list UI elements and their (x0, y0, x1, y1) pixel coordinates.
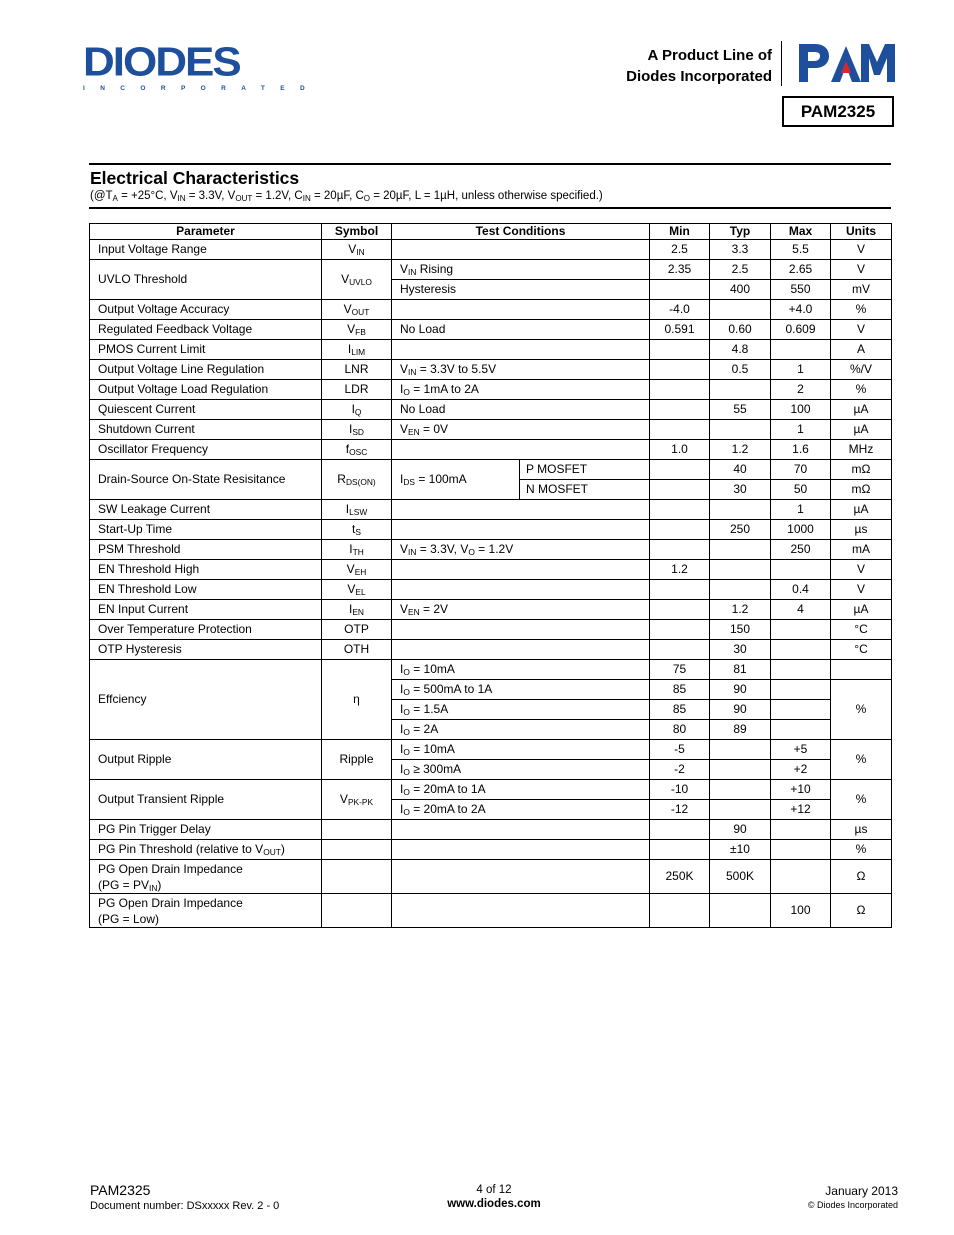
typ-cell: 30 (710, 480, 771, 500)
min-cell: 1.0 (650, 440, 710, 460)
typ-cell (710, 780, 771, 800)
min-cell: -12 (650, 800, 710, 820)
param-cell: Oscillator Frequency (90, 440, 322, 460)
min-cell: -4.0 (650, 300, 710, 320)
max-cell: +5 (771, 740, 831, 760)
table-row (90, 540, 892, 560)
condition-cell: $I_O = 10mA$ (392, 740, 650, 760)
typ-cell: 3.3 (710, 240, 771, 260)
electrical-characteristics-table (89, 223, 892, 928)
max-cell (771, 640, 831, 660)
min-cell (650, 480, 710, 500)
condition-cell: $I_O = 1.5A$ (392, 700, 650, 720)
min-cell (650, 820, 710, 840)
typ-cell: 90 (710, 680, 771, 700)
symbol-cell: LNR (322, 360, 392, 380)
min-cell (650, 840, 710, 860)
header-max: Max (771, 224, 831, 240)
min-cell: 75 (650, 660, 710, 680)
condition-cell: $I_O = 20mA$ to 2A (392, 800, 650, 820)
table-row (90, 500, 892, 520)
symbol-cell: $V_{PK-PK}$ (322, 780, 392, 820)
condition-cell (392, 580, 650, 600)
typ-cell: 90 (710, 820, 771, 840)
condition-cell: $I_{DS} = 100mA$ (392, 460, 520, 500)
condition-cell: No Load (392, 320, 650, 340)
typ-cell: 40 (710, 460, 771, 480)
units-cell: V (831, 560, 892, 580)
typ-cell: 500K (710, 860, 771, 894)
tagline-line2: Diodes Incorporated (626, 68, 772, 85)
min-cell: -5 (650, 740, 710, 760)
condition-cell: $V_{IN} = 3.3V$, $V_O = 1.2V$ (392, 540, 650, 560)
param-cell: Quiescent Current (90, 400, 322, 420)
table-row (90, 860, 892, 894)
table-row (90, 460, 892, 480)
header-min: Min (650, 224, 710, 240)
max-cell: 2 (771, 380, 831, 400)
condition-cell: $V_{IN}$ Rising (392, 260, 650, 280)
max-cell (771, 560, 831, 580)
typ-cell (710, 894, 771, 928)
typ-cell (710, 580, 771, 600)
typ-cell (710, 500, 771, 520)
symbol-cell: OTH (322, 640, 392, 660)
units-cell: V (831, 320, 892, 340)
param-cell: PG Open Drain Impedance (PG = Low) (90, 894, 322, 928)
table-row (90, 260, 892, 280)
param-cell: EN Input Current (90, 600, 322, 620)
table-row (90, 520, 892, 540)
min-cell (650, 620, 710, 640)
symbol-cell: $f_{OSC}$ (322, 440, 392, 460)
table-row (90, 340, 892, 360)
symbol-cell: η (322, 660, 392, 740)
typ-cell: 1.2 (710, 440, 771, 460)
units-cell: µA (831, 600, 892, 620)
units-cell: µA (831, 400, 892, 420)
table-row (90, 440, 892, 460)
symbol-cell: $I_{SD}$ (322, 420, 392, 440)
condition-cell (392, 894, 650, 928)
condition-cell: $I_O = 10mA$ (392, 660, 650, 680)
pam-logo-icon (797, 42, 897, 84)
param-cell: PG Pin Threshold (relative to $V_{OUT}$) (90, 840, 322, 860)
min-cell: 0.591 (650, 320, 710, 340)
min-cell (650, 460, 710, 480)
min-cell (650, 894, 710, 928)
table-row (90, 300, 892, 320)
test-conditions-note: ($@T_A = +25^\circ C$, $V_{IN} = 3.3V$, $V_{OUT} = 1.2V$, $C_{IN} = 20\mu F$, $C_O = 20\mu F$, L = 1µH, unless otherwise specified.) (90, 190, 603, 203)
condition-cell: $I_O \ge 300mA$ (392, 760, 650, 780)
units-cell: V (831, 260, 892, 280)
typ-cell: 89 (710, 720, 771, 740)
symbol-cell: $I_{EN}$ (322, 600, 392, 620)
units-cell: °C (831, 640, 892, 660)
header-test-conditions: Test Conditions (392, 224, 650, 240)
param-cell: Regulated Feedback Voltage (90, 320, 322, 340)
typ-cell: 400 (710, 280, 771, 300)
footer-center (394, 1183, 594, 1211)
units-cell: mA (831, 540, 892, 560)
typ-cell: 81 (710, 660, 771, 680)
symbol-cell (322, 894, 392, 928)
units-cell: V (831, 580, 892, 600)
tagline (626, 45, 772, 87)
max-cell: 0.609 (771, 320, 831, 340)
condition-cell: $I_O = 500mA$ to 1A (392, 680, 650, 700)
symbol-cell: $R_{DS(ON)}$ (322, 460, 392, 500)
table-row (90, 320, 892, 340)
param-cell: Output Voltage Line Regulation (90, 360, 322, 380)
table-row (90, 780, 892, 800)
condition-cell: $I_O = 2A$ (392, 720, 650, 740)
typ-cell: 250 (710, 520, 771, 540)
header-divider (781, 41, 782, 86)
max-cell (771, 680, 831, 700)
param-cell: Output Voltage Load Regulation (90, 380, 322, 400)
symbol-cell: $I_Q$ (322, 400, 392, 420)
min-cell: -2 (650, 760, 710, 780)
max-cell: 1.6 (771, 440, 831, 460)
typ-cell: 90 (710, 700, 771, 720)
units-cell: µs (831, 820, 892, 840)
max-cell (771, 700, 831, 720)
units-cell (831, 660, 892, 680)
max-cell: 0.4 (771, 580, 831, 600)
units-cell: % (831, 840, 892, 860)
param-cell: Start-Up Time (90, 520, 322, 540)
max-cell: 4 (771, 600, 831, 620)
param-cell: PG Open Drain Impedance $(PG = PV_{IN})$ (90, 860, 322, 894)
condition-cell (392, 860, 650, 894)
condition-cell: $V_{EN} = 0V$ (392, 420, 650, 440)
param-cell: SW Leakage Current (90, 500, 322, 520)
condition-cell (392, 340, 650, 360)
min-cell: 80 (650, 720, 710, 740)
table-row (90, 420, 892, 440)
table-row (90, 660, 892, 680)
min-cell (650, 400, 710, 420)
typ-cell (710, 300, 771, 320)
header-symbol: Symbol (322, 224, 392, 240)
max-cell (771, 720, 831, 740)
symbol-cell (322, 860, 392, 894)
min-cell (650, 600, 710, 620)
param-cell: Shutdown Current (90, 420, 322, 440)
condition-cell: $V_{EN} = 2V$ (392, 600, 650, 620)
max-cell: 70 (771, 460, 831, 480)
typ-cell: 2.5 (710, 260, 771, 280)
table-row (90, 380, 892, 400)
min-cell: 85 (650, 700, 710, 720)
condition-sub-cell: P MOSFET (520, 460, 650, 480)
units-cell: % (831, 680, 892, 740)
units-cell: A (831, 340, 892, 360)
condition-cell (392, 440, 650, 460)
max-cell: 5.5 (771, 240, 831, 260)
typ-cell: 0.60 (710, 320, 771, 340)
units-cell: % (831, 780, 892, 820)
max-cell: +4.0 (771, 300, 831, 320)
param-cell: Over Temperature Protection (90, 620, 322, 640)
condition-cell (392, 820, 650, 840)
units-cell: % (831, 740, 892, 780)
min-cell (650, 520, 710, 540)
table-row (90, 240, 892, 260)
table-row (90, 640, 892, 660)
param-cell: Output Voltage Accuracy (90, 300, 322, 320)
diodes-logo-sub: INCORPORATED (83, 85, 321, 92)
symbol-cell: $I_{LSW}$ (322, 500, 392, 520)
max-cell (771, 660, 831, 680)
section-rule-top (89, 163, 891, 165)
symbol-cell: $V_{EH}$ (322, 560, 392, 580)
max-cell (771, 860, 831, 894)
header-parameter: Parameter (90, 224, 322, 240)
condition-cell: $V_{IN} = 3.3V$ to 5.5V (392, 360, 650, 380)
condition-cell (392, 560, 650, 580)
param-cell: Output Ripple (90, 740, 322, 780)
symbol-cell: $t_S$ (322, 520, 392, 540)
table-row (90, 400, 892, 420)
pam-logo (797, 42, 897, 89)
table-row (90, 360, 892, 380)
symbol-cell: $V_{EL}$ (322, 580, 392, 600)
footer-right (808, 1184, 898, 1210)
max-cell: 50 (771, 480, 831, 500)
param-cell: Output Transient Ripple (90, 780, 322, 820)
header-typ: Typ (710, 224, 771, 240)
param-cell: EN Threshold Low (90, 580, 322, 600)
param-cell: OTP Hysteresis (90, 640, 322, 660)
typ-cell (710, 560, 771, 580)
typ-cell: 30 (710, 640, 771, 660)
min-cell: 250K (650, 860, 710, 894)
units-cell: mV (831, 280, 892, 300)
units-cell: %/V (831, 360, 892, 380)
max-cell: +10 (771, 780, 831, 800)
symbol-cell: $I_{LIM}$ (322, 340, 392, 360)
symbol-cell (322, 820, 392, 840)
max-cell: 1 (771, 360, 831, 380)
max-cell: 1000 (771, 520, 831, 540)
condition-cell (392, 300, 650, 320)
symbol-cell: Ripple (322, 740, 392, 780)
units-cell: °C (831, 620, 892, 640)
footer-page-number: 4 of 12 (476, 1184, 512, 1196)
symbol-cell: OTP (322, 620, 392, 640)
condition-cell (392, 840, 650, 860)
max-cell: 2.65 (771, 260, 831, 280)
tagline-line1: A Product Line of (647, 47, 772, 64)
param-cell: PG Pin Trigger Delay (90, 820, 322, 840)
min-cell (650, 340, 710, 360)
typ-cell: ±10 (710, 840, 771, 860)
footer-part-number: PAM2325 (90, 1182, 151, 1198)
footer-copyright: © Diodes Incorporated (807, 1200, 898, 1210)
max-cell: 100 (771, 894, 831, 928)
symbol-cell: LDR (322, 380, 392, 400)
min-cell (650, 640, 710, 660)
max-cell: +12 (771, 800, 831, 820)
min-cell: -10 (650, 780, 710, 800)
param-cell: Drain-Source On-State Resisitance (90, 460, 322, 500)
min-cell (650, 380, 710, 400)
table-header-row (90, 224, 892, 240)
part-number-box: PAM2325 (782, 96, 894, 127)
min-cell: 1.2 (650, 560, 710, 580)
section-rule-bottom (89, 207, 891, 209)
typ-cell (710, 540, 771, 560)
symbol-cell (322, 840, 392, 860)
section-title: Electrical Characteristics (90, 168, 300, 188)
min-cell (650, 280, 710, 300)
header-units: Units (831, 224, 892, 240)
symbol-cell: $I_{TH}$ (322, 540, 392, 560)
typ-cell: 1.2 (710, 600, 771, 620)
condition-cell (392, 240, 650, 260)
typ-cell (710, 800, 771, 820)
table-row (90, 560, 892, 580)
units-cell: µs (831, 520, 892, 540)
symbol-cell: $V_{OUT}$ (322, 300, 392, 320)
max-cell: 1 (771, 420, 831, 440)
param-cell: PSM Threshold (90, 540, 322, 560)
units-cell: V (831, 240, 892, 260)
units-cell: µA (831, 420, 892, 440)
param-cell: UVLO Threshold (90, 260, 322, 300)
table-row (90, 894, 892, 928)
max-cell: 250 (771, 540, 831, 560)
typ-cell: 4.8 (710, 340, 771, 360)
table-row (90, 600, 892, 620)
min-cell: 2.5 (650, 240, 710, 260)
condition-cell: No Load (392, 400, 650, 420)
max-cell: +2 (771, 760, 831, 780)
table-row (90, 620, 892, 640)
symbol-cell: $V_{FB}$ (322, 320, 392, 340)
min-cell: 85 (650, 680, 710, 700)
min-cell (650, 420, 710, 440)
symbol-cell: $V_{IN}$ (322, 240, 392, 260)
max-cell (771, 840, 831, 860)
condition-cell (392, 500, 650, 520)
condition-cell (392, 520, 650, 540)
units-cell: mΩ (831, 480, 892, 500)
min-cell (650, 500, 710, 520)
footer-date: January 2013 (825, 1184, 898, 1198)
table-row (90, 840, 892, 860)
units-cell: Ω (831, 860, 892, 894)
param-cell: Effciency (90, 660, 322, 740)
units-cell: mΩ (831, 460, 892, 480)
footer-left (90, 1182, 279, 1212)
typ-cell (710, 760, 771, 780)
typ-cell: 150 (710, 620, 771, 640)
max-cell: 550 (771, 280, 831, 300)
min-cell (650, 360, 710, 380)
units-cell: % (831, 300, 892, 320)
max-cell (771, 340, 831, 360)
condition-cell (392, 620, 650, 640)
min-cell (650, 580, 710, 600)
typ-cell (710, 740, 771, 760)
max-cell: 100 (771, 400, 831, 420)
max-cell (771, 820, 831, 840)
footer-url-link[interactable]: www.diodes.com (447, 1198, 541, 1210)
table-row (90, 740, 892, 760)
param-cell: PMOS Current Limit (90, 340, 322, 360)
units-cell: % (831, 380, 892, 400)
condition-sub-cell: N MOSFET (520, 480, 650, 500)
max-cell: 1 (771, 500, 831, 520)
condition-cell: Hysteresis (392, 280, 650, 300)
footer-doc-number: Document number: DSxxxxx Rev. 2 - 0 (90, 1200, 280, 1212)
typ-cell (710, 380, 771, 400)
table-row (90, 580, 892, 600)
table-row (90, 820, 892, 840)
max-cell (771, 620, 831, 640)
units-cell: Ω (831, 894, 892, 928)
condition-cell: $I_O = 20mA$ to 1A (392, 780, 650, 800)
min-cell (650, 540, 710, 560)
condition-cell (392, 640, 650, 660)
condition-cell: $I_O = 1mA$ to 2A (392, 380, 650, 400)
typ-cell: 55 (710, 400, 771, 420)
param-cell: EN Threshold High (90, 560, 322, 580)
table-body (90, 240, 892, 928)
units-cell: MHz (831, 440, 892, 460)
units-cell: µA (831, 500, 892, 520)
diodes-logo (83, 39, 321, 92)
typ-cell (710, 420, 771, 440)
diodes-logo-word: DIODES (83, 39, 240, 85)
symbol-cell: $V_{UVLO}$ (322, 260, 392, 300)
min-cell: 2.35 (650, 260, 710, 280)
param-cell: Input Voltage Range (90, 240, 322, 260)
typ-cell: 0.5 (710, 360, 771, 380)
